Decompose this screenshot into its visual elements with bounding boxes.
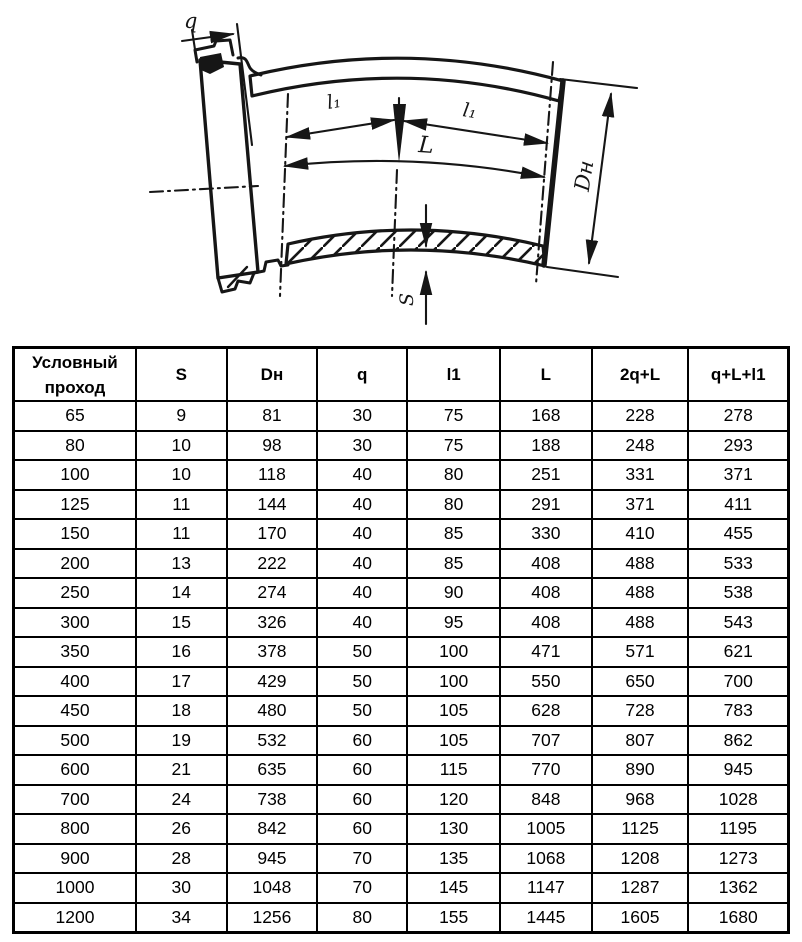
table-cell: 100 [407, 637, 500, 667]
table-cell: 331 [592, 460, 689, 490]
table-cell: 621 [688, 637, 788, 667]
table-header-row [14, 348, 789, 402]
table-cell: 411 [688, 490, 788, 520]
table-cell: 1256 [227, 903, 318, 933]
table-cell: 848 [500, 785, 591, 815]
table-cell: 326 [227, 608, 318, 638]
table-cell: 429 [227, 667, 318, 697]
table-cell: 371 [592, 490, 689, 520]
pipe-bend-drawing [0, 0, 802, 346]
col-header-l: L [500, 348, 591, 402]
table-cell: 291 [500, 490, 591, 520]
socket-band [200, 60, 258, 278]
pipe-top-wall [250, 58, 563, 101]
table-cell: 60 [317, 814, 407, 844]
table-cell: 1605 [592, 903, 689, 933]
dim-label-l1-right: l₁ [461, 99, 479, 124]
dim-label-q: q [184, 9, 198, 33]
table-cell: 98 [227, 431, 318, 461]
table-row [14, 755, 789, 785]
table-cell: 95 [407, 608, 500, 638]
pipe-bottom-wall [286, 230, 545, 266]
table-cell: 19 [136, 726, 227, 756]
table-cell: 371 [688, 460, 788, 490]
col-header-l1: l1 [407, 348, 500, 402]
table-cell: 471 [500, 637, 591, 667]
table-cell: 50 [317, 696, 407, 726]
table-row [14, 726, 789, 756]
table-cell: 408 [500, 549, 591, 579]
table-row [14, 785, 789, 815]
table-cell: 738 [227, 785, 318, 815]
table-cell: 70 [317, 873, 407, 903]
center-spike [393, 104, 406, 163]
table-cell: 1000 [14, 873, 136, 903]
dim-label-Dn: Dн [569, 158, 599, 193]
table-cell: 10 [136, 460, 227, 490]
table-cell: 168 [500, 401, 591, 431]
table-cell: 1005 [500, 814, 591, 844]
table-cell: 707 [500, 726, 591, 756]
table-cell: 30 [317, 431, 407, 461]
pipe-end-face [544, 81, 563, 265]
table-cell: 155 [407, 903, 500, 933]
table-cell: 410 [592, 519, 689, 549]
table-cell: 80 [407, 490, 500, 520]
table-cell: 222 [227, 549, 318, 579]
table-cell: 135 [407, 844, 500, 874]
table-cell: 278 [688, 401, 788, 431]
table-cell: 251 [500, 460, 591, 490]
table-cell: 21 [136, 755, 227, 785]
table-cell: 1147 [500, 873, 591, 903]
table-cell: 480 [227, 696, 318, 726]
table-cell: 1287 [592, 873, 689, 903]
table-cell: 40 [317, 519, 407, 549]
table-cell: 300 [14, 608, 136, 638]
table-cell: 1028 [688, 785, 788, 815]
table-cell: 40 [317, 578, 407, 608]
table-cell: 968 [592, 785, 689, 815]
table-row [14, 490, 789, 520]
table-cell: 120 [407, 785, 500, 815]
table-row [14, 401, 789, 431]
table-cell: 330 [500, 519, 591, 549]
table-cell: 9 [136, 401, 227, 431]
table-body [14, 401, 789, 933]
dim-label-l1-left: l₁ [325, 90, 343, 114]
table-cell: 11 [136, 490, 227, 520]
table-cell: 274 [227, 578, 318, 608]
table-cell: 1048 [227, 873, 318, 903]
ext-top-right [560, 79, 637, 88]
table-cell: 807 [592, 726, 689, 756]
table-cell: 783 [688, 696, 788, 726]
table-cell: 10 [136, 431, 227, 461]
table-cell: 600 [14, 755, 136, 785]
table-cell: 188 [500, 431, 591, 461]
table-row [14, 578, 789, 608]
col-header-nominal-bore: Условный проход [14, 348, 136, 402]
table-cell: 900 [14, 844, 136, 874]
table-row [14, 696, 789, 726]
table-cell: 635 [227, 755, 318, 785]
table-cell: 24 [136, 785, 227, 815]
table-cell: 350 [14, 637, 136, 667]
table-cell: 800 [14, 814, 136, 844]
table-cell: 105 [407, 696, 500, 726]
table-cell: 75 [407, 431, 500, 461]
socket-corner [200, 53, 224, 74]
table-cell: 50 [317, 667, 407, 697]
table-cell: 293 [688, 431, 788, 461]
table-cell: 550 [500, 667, 591, 697]
table-cell: 40 [317, 608, 407, 638]
table-cell: 532 [227, 726, 318, 756]
table-cell: 228 [592, 401, 689, 431]
table-cell: 250 [14, 578, 136, 608]
table-cell: 400 [14, 667, 136, 697]
table-cell: 26 [136, 814, 227, 844]
table-row [14, 844, 789, 874]
table-cell: 70 [317, 844, 407, 874]
table-row [14, 431, 789, 461]
dim-l1-left [287, 120, 394, 137]
axis-left [150, 186, 258, 192]
table-cell: 842 [227, 814, 318, 844]
table-cell: 628 [500, 696, 591, 726]
table-cell: 945 [688, 755, 788, 785]
table-cell: 85 [407, 519, 500, 549]
table-cell: 65 [14, 401, 136, 431]
table-cell: 105 [407, 726, 500, 756]
table-row [14, 873, 789, 903]
table-cell: 16 [136, 637, 227, 667]
col-header-s: S [136, 348, 227, 402]
table-cell: 80 [407, 460, 500, 490]
table-cell: 17 [136, 667, 227, 697]
table-cell: 60 [317, 726, 407, 756]
table-cell: 40 [317, 460, 407, 490]
table-cell: 408 [500, 578, 591, 608]
table-cell: 145 [407, 873, 500, 903]
table-cell: 862 [688, 726, 788, 756]
table-cell: 30 [136, 873, 227, 903]
table-cell: 543 [688, 608, 788, 638]
dim-label-S: S [396, 292, 418, 306]
col-header-q: q [317, 348, 407, 402]
col-header-2q-plus-l: 2q+L [592, 348, 689, 402]
table-cell: 81 [227, 401, 318, 431]
table-cell: 100 [407, 667, 500, 697]
table-cell: 700 [688, 667, 788, 697]
technical-drawing [0, 0, 802, 346]
table-cell: 500 [14, 726, 136, 756]
table-cell: 248 [592, 431, 689, 461]
table-cell: 28 [136, 844, 227, 874]
table-cell: 945 [227, 844, 318, 874]
col-header-dn: Dн [227, 348, 318, 402]
table-cell: 1273 [688, 844, 788, 874]
table-row [14, 549, 789, 579]
table-cell: 1208 [592, 844, 689, 874]
table-cell: 1362 [688, 873, 788, 903]
table-cell: 488 [592, 608, 689, 638]
table-cell: 130 [407, 814, 500, 844]
table-cell: 1200 [14, 903, 136, 933]
table-cell: 13 [136, 549, 227, 579]
table-cell: 50 [317, 637, 407, 667]
table-cell: 100 [14, 460, 136, 490]
table-cell: 728 [592, 696, 689, 726]
table-cell: 650 [592, 667, 689, 697]
table-row [14, 903, 789, 933]
table-cell: 538 [688, 578, 788, 608]
col-header-q-plus-l-plus-l1: q+L+l1 [688, 348, 788, 402]
table-cell: 11 [136, 519, 227, 549]
table-cell: 15 [136, 608, 227, 638]
table-cell: 14 [136, 578, 227, 608]
table-cell: 170 [227, 519, 318, 549]
table-cell: 40 [317, 549, 407, 579]
table-cell: 488 [592, 549, 689, 579]
table-cell: 34 [136, 903, 227, 933]
table-cell: 700 [14, 785, 136, 815]
table-cell: 571 [592, 637, 689, 667]
table-cell: 60 [317, 755, 407, 785]
table-row [14, 637, 789, 667]
table-cell: 450 [14, 696, 136, 726]
table-cell: 1125 [592, 814, 689, 844]
dim-label-L: L [417, 132, 435, 160]
table-cell: 80 [317, 903, 407, 933]
table-cell: 40 [317, 490, 407, 520]
table-cell: 60 [317, 785, 407, 815]
table-row [14, 667, 789, 697]
table-cell: 408 [500, 608, 591, 638]
table-cell: 378 [227, 637, 318, 667]
table-cell: 144 [227, 490, 318, 520]
table-row [14, 814, 789, 844]
table-row [14, 608, 789, 638]
table-row [14, 519, 789, 549]
table-cell: 200 [14, 549, 136, 579]
table-cell: 30 [317, 401, 407, 431]
table-cell: 90 [407, 578, 500, 608]
table-cell: 488 [592, 578, 689, 608]
dim-L [285, 161, 544, 177]
table-cell: 18 [136, 696, 227, 726]
dimensions-table [12, 346, 790, 934]
table-cell: 1445 [500, 903, 591, 933]
table-cell: 533 [688, 549, 788, 579]
table-cell: 115 [407, 755, 500, 785]
table-cell: 125 [14, 490, 136, 520]
table-cell: 1680 [688, 903, 788, 933]
table-cell: 890 [592, 755, 689, 785]
table-cell: 75 [407, 401, 500, 431]
table-cell: 80 [14, 431, 136, 461]
table-cell: 150 [14, 519, 136, 549]
table-cell: 770 [500, 755, 591, 785]
table-cell: 1195 [688, 814, 788, 844]
table-cell: 455 [688, 519, 788, 549]
table-row [14, 460, 789, 490]
ext-bottom-right [547, 267, 618, 277]
table-cell: 1068 [500, 844, 591, 874]
table-cell: 85 [407, 549, 500, 579]
table-cell: 118 [227, 460, 318, 490]
